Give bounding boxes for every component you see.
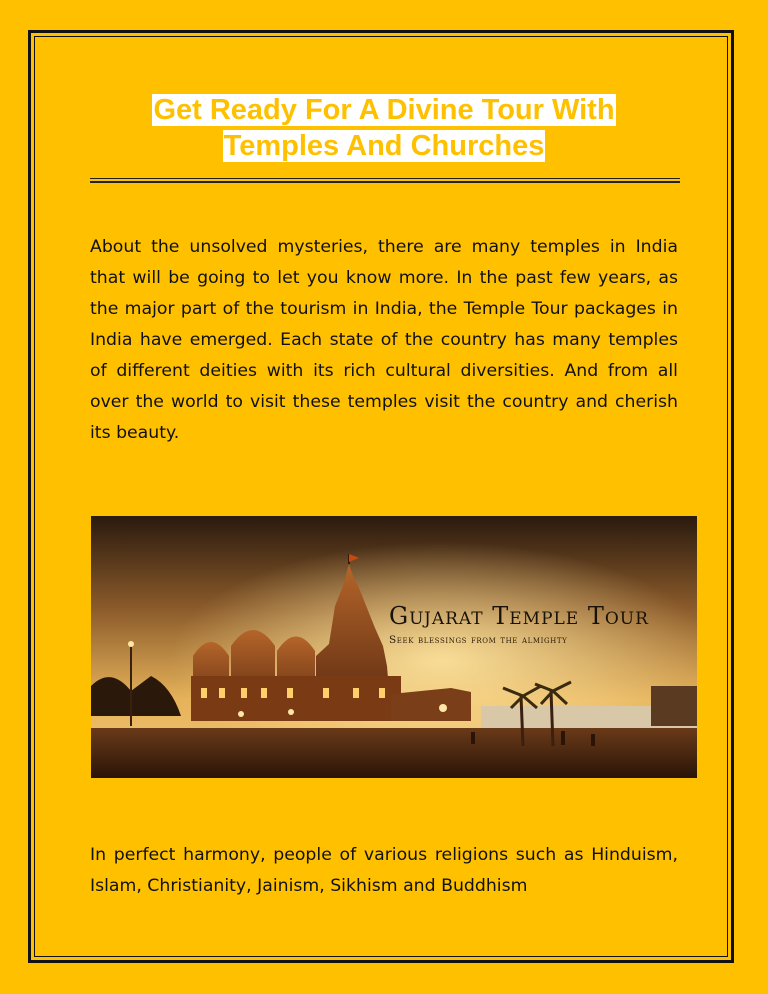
title-divider	[90, 178, 680, 179]
page-title-line1: Get Ready For A Divine Tour With	[153, 94, 615, 126]
body-paragraph-2: In perfect harmony, people of various religions such as Hinduism, Islam, Christianity, Jainism, Sikhism and Buddhism	[90, 845, 678, 896]
body-paragraph-1: About the unsolved mysteries, there are many temples in India that will be going to let you know more. In the past few years, as the major part of the tourism in India, the Temple Tour packages in India have emerged. Each state of the country has many temples of different deities with its rich cultural diversities. And from all over the world to visit these temples visit the country and cherish its beauty.	[90, 237, 678, 443]
temple-banner-image	[91, 516, 697, 778]
page-border-inner	[34, 36, 728, 957]
title-divider-thick	[90, 181, 680, 183]
banner-caption-subtitle: Seek blessings from the almighty	[389, 634, 568, 646]
banner-caption-title: Gujarat Temple Tour	[389, 602, 649, 630]
page-title-line2: Temples And Churches	[223, 130, 545, 162]
page-title	[90, 92, 678, 164]
